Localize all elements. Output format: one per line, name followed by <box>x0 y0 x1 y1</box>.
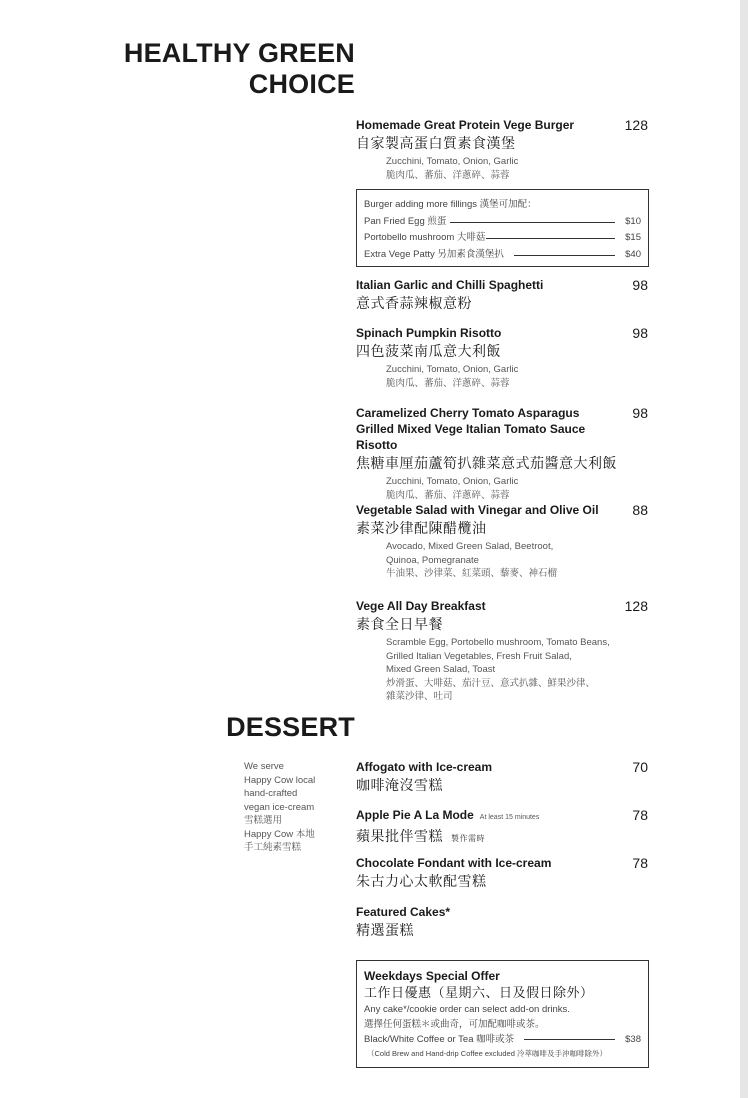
leader-line <box>450 222 615 223</box>
item-name: Homemade Great Protein Vege Burger <box>356 118 575 132</box>
item-name-zh-text: 蘋果批伴雪糕 <box>356 828 443 844</box>
item-name-zh: 朱古力心太軟配雪糕 <box>356 873 487 889</box>
item-price: 98 <box>632 405 648 421</box>
leader-line <box>486 238 615 239</box>
note-line: Happy Cow 本地 <box>244 828 315 840</box>
menu-item-tomato-risotto <box>356 405 648 502</box>
item-name: Affogato with Ice-cream <box>356 760 493 774</box>
drink-label: Black/White Coffee or Tea 咖啡或茶 <box>364 1034 515 1045</box>
menu-item-pumpkin-risotto <box>356 325 648 390</box>
note-line: vegan ice-cream <box>244 801 315 813</box>
item-name-zh: 自家製高蛋白質素食漢堡 <box>356 135 516 151</box>
note-line: 雪糕選用 <box>244 815 283 826</box>
item-description <box>386 155 648 182</box>
addon-heading-text: Burger adding more fillings 漢堡可加配： <box>364 199 537 210</box>
addon-label: Portobello mushroom 大啡菇 <box>364 232 486 243</box>
description-line: Zucchini, Tomato, Onion, Garlic <box>386 156 519 167</box>
menu-item-garlic-spaghetti <box>356 277 648 312</box>
item-name-zh: 四色菠菜南瓜意大利飯 <box>356 343 501 359</box>
prep-time-note-zh: 製作需時 <box>451 834 485 843</box>
description-line: Grilled Italian Vegetables, Fresh Fruit Salad, <box>386 650 572 662</box>
item-name-zh: 意式香蒜辣椒意粉 <box>356 295 472 311</box>
item-price: 78 <box>632 807 648 823</box>
item-name: Spinach Pumpkin Risotto <box>356 326 502 340</box>
healthy-title-line1: HEALTHY GREEN <box>123 38 355 68</box>
item-price: 78 <box>632 855 648 871</box>
item-price: 98 <box>632 277 648 293</box>
item-price: 128 <box>624 117 648 133</box>
healthy-title-line2: CHOICE <box>248 69 355 99</box>
addon-row-egg <box>364 214 641 231</box>
item-name: Featured Cakes* <box>356 905 451 919</box>
description-line: 脆肉瓜、蕃茄、洋蔥碎、蒜蓉 <box>386 169 510 181</box>
offer-title-zh: 工作日優惠（星期六、日及假日除外） <box>364 985 594 1000</box>
addon-row-mushroom <box>364 230 641 247</box>
burger-addon-box <box>356 189 649 267</box>
description-line: Zucchini, Tomato, Onion, Garlic <box>386 364 519 375</box>
weekday-offer-box <box>356 960 649 1068</box>
addon-row-patty <box>364 247 641 264</box>
item-name-zh: 精選蛋糕 <box>356 922 414 938</box>
item-name-zh: 素食全日早餐 <box>356 616 443 632</box>
page-edge <box>740 0 748 1098</box>
item-name-text: Apple Pie A La Mode <box>356 808 474 822</box>
item-name-zh: 素菜沙律配陳醋欖油 <box>356 520 487 536</box>
description-line: Zucchini, Tomato, Onion, Garlic <box>386 476 519 487</box>
note-line: We serve <box>244 761 284 772</box>
dessert-section-title <box>226 712 355 743</box>
note-line: 手工純素雪糕 <box>244 842 302 853</box>
healthy-section-title <box>124 38 355 100</box>
dessert-title-text: DESSERT <box>226 712 355 742</box>
prep-time-note: At least 15 minutes <box>479 814 540 821</box>
item-name: Vege All Day Breakfast <box>356 599 486 613</box>
item-description <box>386 475 648 502</box>
menu-item-chocolate-fondant <box>356 855 648 890</box>
drink-price: $38 <box>625 1034 641 1045</box>
note-line: Happy Cow local <box>244 774 316 786</box>
menu-item-apple-pie <box>356 807 648 848</box>
item-name <box>356 807 618 826</box>
description-line: 牛油果、沙律菜、紅菜頭、藜麥、神石榴 <box>386 568 558 579</box>
menu-item-featured-cakes <box>356 904 648 939</box>
description-line: Mixed Green Salad, Toast <box>386 664 496 675</box>
addon-label: Extra Vege Patty 另加素食漢堡扒 <box>364 248 504 260</box>
menu-item-all-day-breakfast <box>356 598 648 704</box>
item-price: 128 <box>624 598 648 614</box>
note-line: hand-crafted <box>244 788 298 799</box>
addon-heading <box>364 197 641 214</box>
item-description <box>386 636 648 704</box>
item-price: 98 <box>632 325 648 341</box>
item-description <box>386 540 648 581</box>
description-line: Quinoa, Pomegranate <box>386 554 479 566</box>
menu-item-vegetable-salad <box>356 502 648 581</box>
addon-price: $10 <box>625 215 641 227</box>
description-line: 雜菜沙律、吐司 <box>386 691 453 702</box>
description-line: Scramble Egg, Portobello mushroom, Tomato Beans, <box>386 637 610 648</box>
item-name: Caramelized Cherry Tomato Asparagus Grilled Mixed Vege Italian Tomato Sauce Risotto <box>356 406 586 452</box>
offer-drink-row <box>364 1032 641 1047</box>
description-line: 脆肉瓜、蕃茄、洋蔥碎、蒜蓉 <box>386 489 510 501</box>
item-name: Italian Garlic and Chilli Spaghetti <box>356 278 544 292</box>
offer-description-zh: 選擇任何蛋糕＊或曲奇，可加配咖啡或茶。 <box>364 1019 545 1030</box>
item-name: Chocolate Fondant with Ice-cream <box>356 856 552 870</box>
addon-price: $15 <box>625 232 641 243</box>
item-description <box>386 363 648 390</box>
menu-item-vege-burger <box>356 117 648 182</box>
item-price: 70 <box>632 759 648 775</box>
item-price: 88 <box>632 502 648 518</box>
offer-description: Any cake*/cookie order can select add-on drinks. <box>364 1004 570 1015</box>
ice-cream-note <box>244 760 334 855</box>
offer-title: Weekdays Special Offer <box>364 969 500 983</box>
item-name: Vegetable Salad with Vinegar and Olive Oil <box>356 503 599 517</box>
item-name-zh <box>356 827 648 848</box>
leader-line <box>524 1039 615 1040</box>
item-name-zh: 咖啡淹沒雪糕 <box>356 777 443 793</box>
addon-price: $40 <box>625 248 641 260</box>
description-line: 脆肉瓜、蕃茄、洋蔥碎、蒜蓉 <box>386 377 510 389</box>
menu-item-affogato <box>356 759 648 794</box>
item-name-zh: 焦糖車厘茄蘆筍扒雜菜意式茄醬意大利飯 <box>356 455 617 471</box>
addon-label: Pan Fried Egg 煎蛋 <box>364 215 447 227</box>
description-line: Avocado, Mixed Green Salad, Beetroot, <box>386 541 554 552</box>
offer-exclusion-note: （Cold Brew and Hand-drip Coffee excluded 冷萃咖啡及手沖咖啡除外） <box>367 1049 607 1058</box>
description-line: 炒滑蛋、大啡菇、茄汁豆、意式扒雜、鮮果沙律、 <box>386 677 596 689</box>
leader-line <box>514 255 615 256</box>
